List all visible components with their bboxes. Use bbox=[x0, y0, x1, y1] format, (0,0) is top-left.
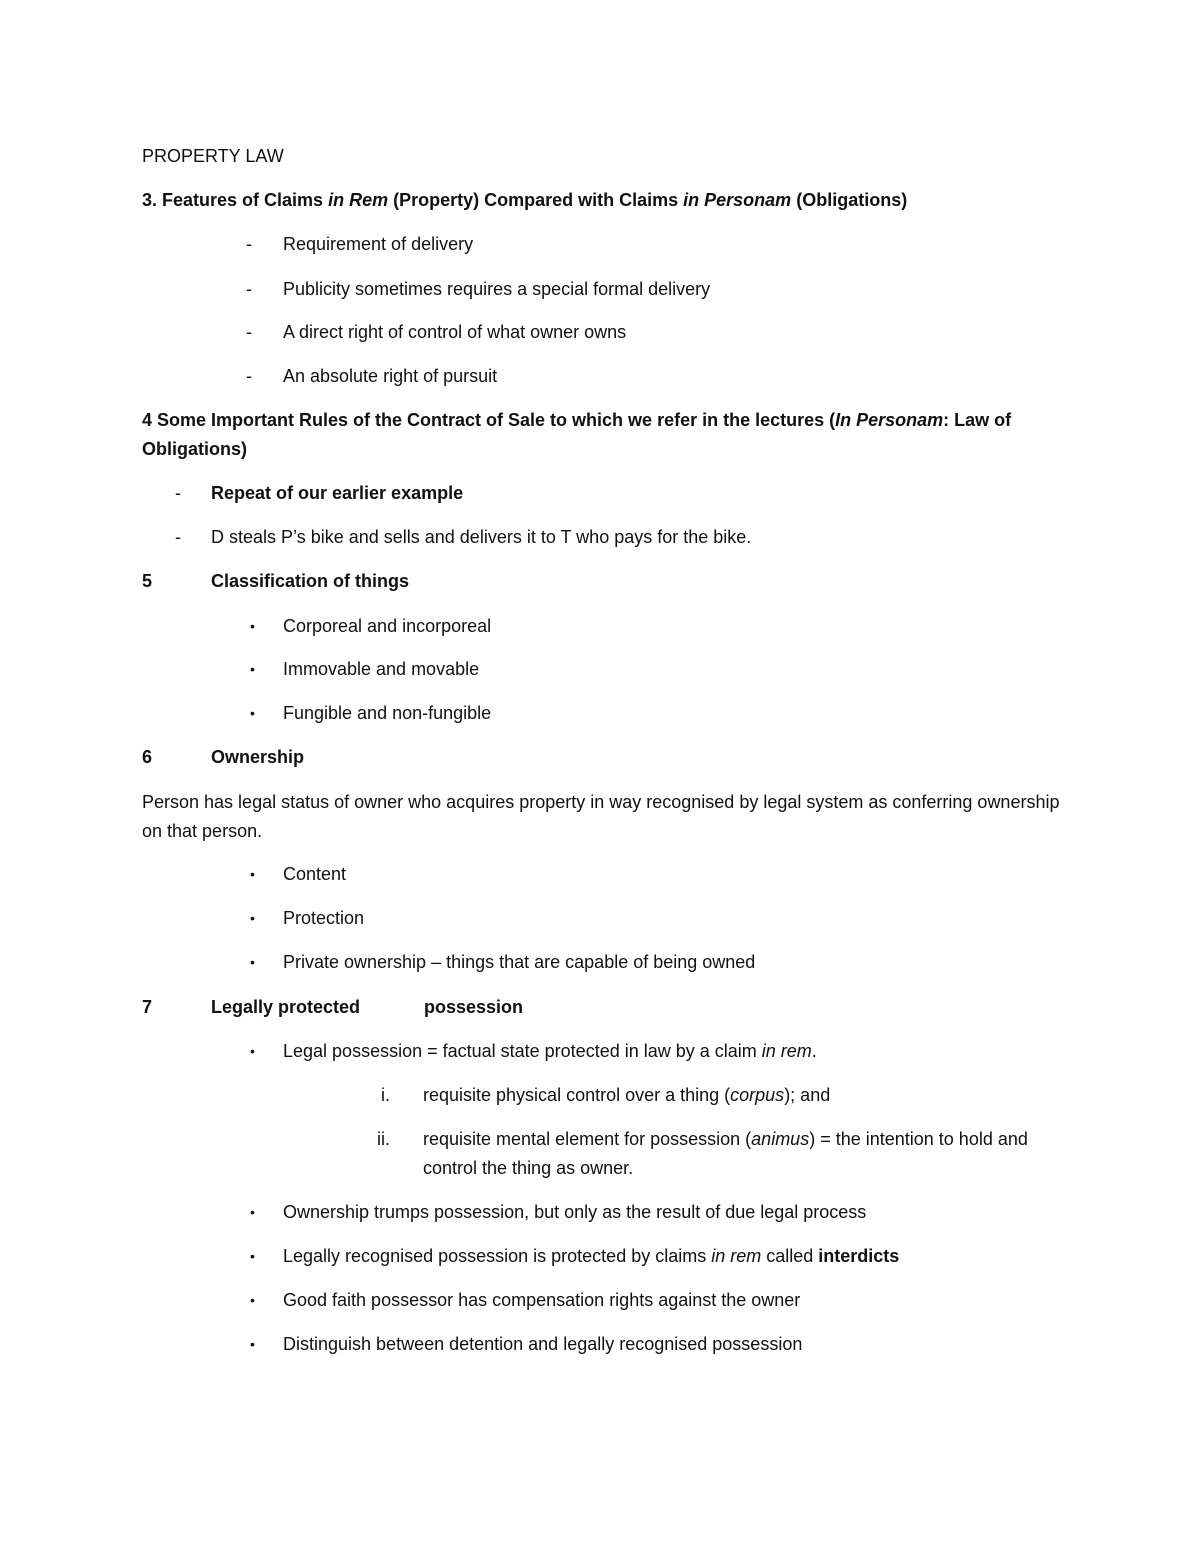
section-4-heading: 4 Some Important Rules of the Contract of Sale to which we refer in the lectures (In Personam: Law of Obligations) bbox=[142, 410, 1012, 459]
bullet-marker: • bbox=[250, 1248, 255, 1264]
bullet-marker: • bbox=[250, 866, 255, 882]
document-title: PROPERTY LAW bbox=[142, 146, 284, 166]
dash-marker: - bbox=[246, 234, 252, 254]
bullet-marker: • bbox=[250, 1336, 255, 1352]
section-6-paragraph: Person has legal status of owner who acquires property in way recognised by legal system as conferring ownership on that person. bbox=[142, 792, 1060, 841]
section-3-heading: 3. Features of Claims in Rem (Property) Compared with Claims in Personam (Obligations) bbox=[142, 190, 908, 210]
bullet-marker: • bbox=[250, 954, 255, 970]
dash-marker: - bbox=[175, 483, 181, 503]
dash-marker: - bbox=[246, 366, 252, 386]
bullet-marker: • bbox=[250, 1204, 255, 1220]
bullet-marker: • bbox=[250, 1292, 255, 1308]
dash-marker: - bbox=[246, 322, 252, 342]
bullet-marker: • bbox=[250, 661, 255, 677]
bullet-marker: • bbox=[250, 705, 255, 721]
bullet-marker: • bbox=[250, 618, 255, 634]
bullet-marker: • bbox=[250, 910, 255, 926]
document-page: PROPERTY LAW 3. Features of Claims in Rem (Property) Compared with Claims in Personam (Obligations) - Requirement of delivery - Publicity sometimes requires a special formal delivery - A direct right of control of what owner owns - An absolute right of pursuit 4 Some Important Rules of the Contract of Sale to which we refer in the lectures (In Personam: Law of Obligations) - Repeat of our earlier example - D steals P’s bike and sells and delivers it to T who pays for the bike. 5 Classification of things • Corporeal and incorporeal • Immovable and movable • Fungible and non-fungible 6 Ownership Person has legal status of owner who acquires property in way recognised by legal system as conferring ownership on that person. • Content • Protection • Private ownership – things that are capable of being owned 7 Legally protected possession • Legal possession = factual state protected in law by a claim in rem. i. requisite physical control over a thing (corpus); and ii. requisite mental element for possession (animus) = the intention to hold and control the thing as owner. • Ownership trumps possession, but only as the result of due legal process • Legally recognised possession is protected by claims in rem called interdicts • Good faith possessor has compensation rights against the owner • Distinguish between detention and legally recognised possession bbox=[0, 0, 1200, 1553]
dash-marker: - bbox=[246, 279, 252, 299]
dash-marker: - bbox=[175, 527, 181, 547]
bullet-marker: • bbox=[250, 1043, 255, 1059]
